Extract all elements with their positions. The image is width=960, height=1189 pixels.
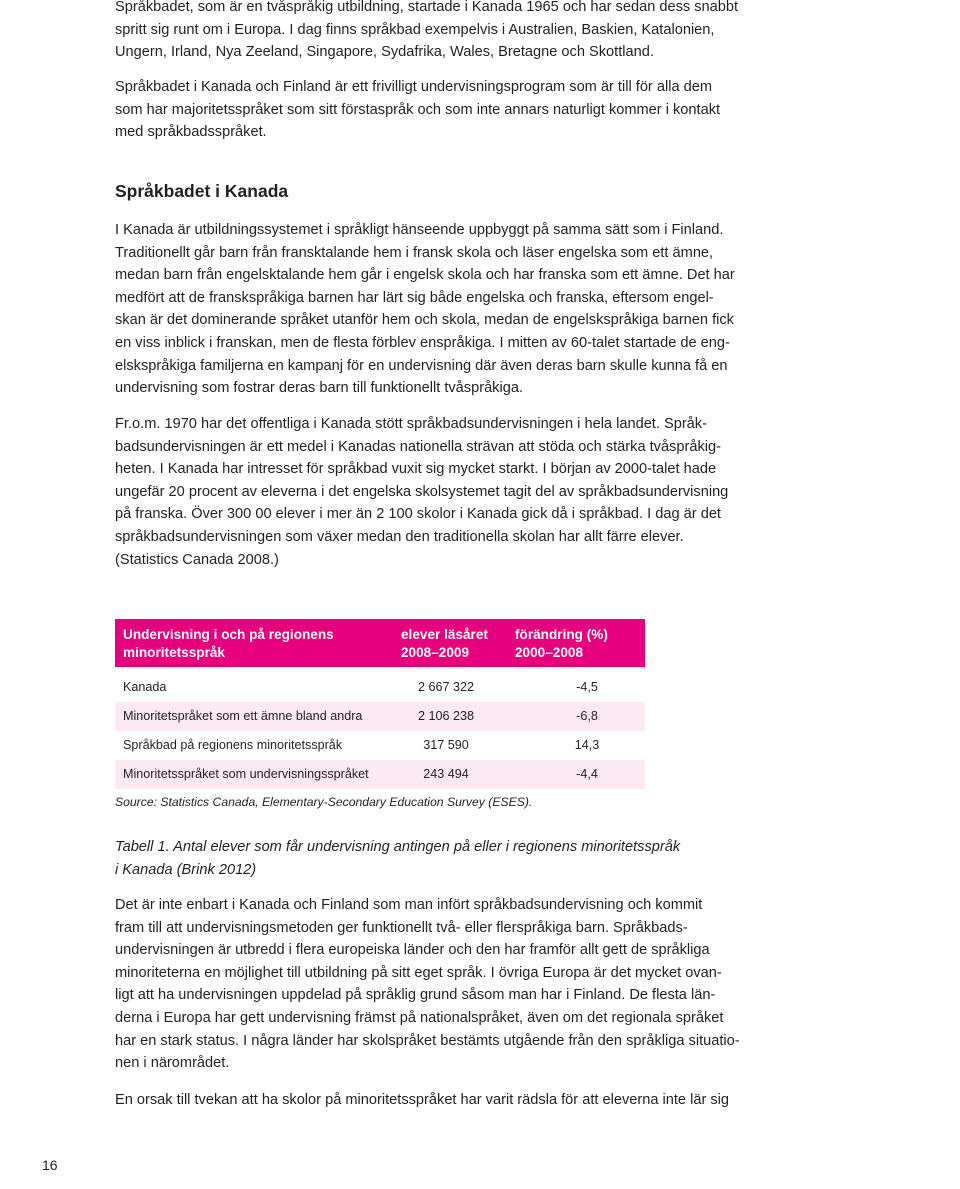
row-change: 14,3	[574, 738, 600, 752]
table-row	[115, 673, 645, 702]
table-source: Source: Statistics Canada, Elementary-Secondary Education Survey (ESES).	[115, 795, 533, 809]
text-line: fram till att undervisningsmetoden ger funktionellt två- eller flerspråkiga barn. Språkbads-	[115, 919, 688, 936]
caption-line: Tabell 1. Antal elever som får undervisning antingen på eller i regionens minoritetsspråk	[115, 839, 681, 855]
text-line: på franska. Över 300 00 elever i mer än 2 100 skolor i Kanada gick då i språkbad. I dag är det	[115, 506, 721, 523]
text-line: medan barn från engelsktalande hem går i engelsk skola och har franska som ett ämne. Det har	[115, 267, 735, 284]
text-line: elskspråkiga familjerna en kampanj för en undervisning där även deras barn skulle kunna få en	[115, 357, 728, 374]
text-line: undervisningen är utbredd i flera europeiska länder och den har framför allt gett de språkliga	[115, 942, 710, 959]
text-line: undervisning som fostrar deras barn till funktionellt tvåspråkiga.	[115, 380, 524, 397]
row-label: Minoritetsspråket som undervisningsspråket	[123, 767, 369, 781]
row-label: Språkbad på regionens minoritetsspråk	[123, 738, 343, 752]
header-line: Undervisning i och på regionens	[123, 627, 334, 642]
row-change: -4,5	[576, 680, 598, 694]
caption-line: i Kanada (Brink 2012)	[115, 861, 257, 878]
header-line: elever läsåret	[401, 627, 488, 642]
text-line: Fr.o.m. 1970 har det offentliga i Kanada stött språkbadsundervisningen i hela landet. Språk-	[115, 416, 707, 432]
text-line: Traditionellt går barn från fransktalande hem i fransk skola och läser engelska som ett ämne,	[115, 244, 714, 261]
text-line: medfört att de franskspråkiga barnen har lärt sig både engelska och franska, eftersom engel-	[115, 289, 714, 306]
row-change: -4,4	[576, 767, 598, 781]
paragraph-canada-system	[115, 219, 795, 400]
text-line: Det är inte enbart i Kanada och Finland som man infört språkbadsundervisning och kommit	[115, 897, 703, 913]
row-label: Minoritetspråket som ett ämne bland andra	[123, 709, 363, 723]
header-line: minoritetsspråk	[123, 645, 225, 660]
paragraph-europe	[115, 894, 795, 1075]
row-label: Kanada	[123, 680, 167, 694]
text-line: minoriteterna en möjlighet till utbildning på sitt eget språk. I övriga Europa är det mycket ovan-	[115, 964, 722, 981]
paragraph-1970	[115, 413, 795, 571]
text-line: Språkbadet, som är en tvåspråkig utbildning, startade i Kanada 1965 och har sedan dess snabbt	[115, 0, 739, 15]
paragraph-programme	[115, 76, 795, 144]
header-line: 2000–2008	[515, 645, 584, 660]
table-caption	[115, 836, 680, 881]
table-row	[115, 702, 645, 731]
header-line: förändring (%)	[515, 627, 608, 642]
text-line: (Statistics Canada 2008.)	[115, 551, 279, 568]
table-row	[115, 731, 645, 760]
text-line: badsundervisningen är ett medel i Kanadas nationella strävan att stöda och stärka tvåspråkig-	[115, 438, 721, 455]
text-line: ungefär 20 procent av eleverna i det engelska skolsystemet tagit del av språkbadsundervisning	[115, 483, 729, 500]
page-number: 16	[42, 1157, 58, 1173]
text-line: har en stark status. I några länder har skolspråket bestämts utgående från den språkliga situatio-	[115, 1032, 740, 1049]
text-line: Ungern, Irland, Nya Zeeland, Singapore, Sydafrika, Wales, Bretagne och Skottland.	[115, 44, 654, 61]
header-line: 2008–2009	[401, 645, 470, 660]
text-line: med språkbadsspråket.	[115, 124, 267, 141]
header-cell-category	[123, 626, 334, 662]
text-line: skan är det dominerande språket utanför hem och skola, medan de engelskspråkiga barnen fick	[115, 312, 734, 329]
text-line: Språkbadet i Kanada och Finland är ett frivilligt undervisningsprogram som är till för alla dem	[115, 79, 713, 95]
text-line: heten. I Kanada har intresset för språkbad vuxit sig mycket starkt. I början av 2000-talet hade	[115, 461, 717, 478]
text-line: I Kanada är utbildningssystemet i språkligt hänseende uppbyggt på samma sätt som i Finland.	[115, 222, 724, 238]
text-line: som har majoritetsspråket som sitt förstaspråk och som inte annars naturligt kommer i kontakt	[115, 101, 721, 118]
statistics-table	[115, 619, 645, 789]
row-students: 243 494	[423, 767, 469, 781]
row-change: -6,8	[576, 709, 598, 723]
table-header	[115, 619, 645, 667]
row-students: 317 590	[423, 738, 469, 752]
row-students: 2 667 322	[417, 680, 475, 694]
text-line: En orsak till tvekan att ha skolor på minoritetsspråket har varit rädsla för att eleverna inte lär sig	[115, 1092, 730, 1108]
text-line: derna i Europa har gett undervisning främst på nationalspråket, även om det regionala språket	[115, 1009, 724, 1026]
text-line: språkbadsundervisningen som växer medan den traditionella skolan har allt färre elever.	[115, 528, 684, 545]
header-cell-students	[401, 626, 488, 662]
text-line: nen i närområdet.	[115, 1055, 230, 1072]
section-heading: Språkbadet i Kanada	[115, 181, 289, 201]
text-line: spritt sig runt om i Europa. I dag finns språkbad exempelvis i Australien, Baskien, Katalonien,	[115, 21, 715, 38]
header-cell-change	[515, 626, 608, 662]
text-line: en viss inblick i franskan, men de flesta förblev enspråkiga. I mitten av 60-talet startade de eng-	[115, 334, 730, 351]
row-students: 2 106 238	[417, 709, 475, 723]
table-row	[115, 760, 645, 789]
text-line: ligt att ha undervisningen uppdelad på språklig grund såsom man har i Finland. De flesta län-	[115, 987, 716, 1004]
paragraph-hesitation	[115, 1089, 795, 1112]
paragraph-intro	[115, 0, 795, 64]
